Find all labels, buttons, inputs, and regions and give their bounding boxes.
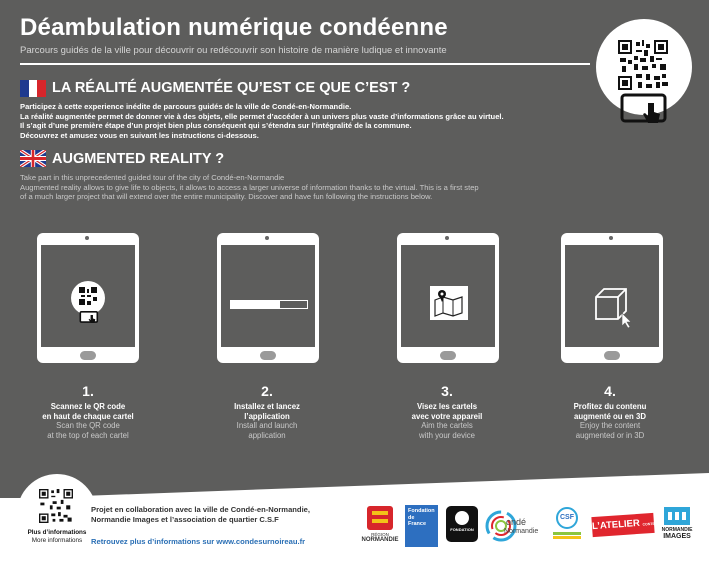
logo-text: IMAGES <box>663 533 691 540</box>
tablet-screen <box>41 245 135 347</box>
fr-heading: LA RÉALITÉ AUGMENTÉE QU’EST CE QUE C’EST ? <box>52 80 411 96</box>
step-number: 3. <box>441 383 453 399</box>
step-en-line: Scan the QR code <box>56 421 120 431</box>
collab-line: Normandie Images et l’association de quartier C.S.F <box>91 515 279 524</box>
map-pin-icon <box>430 286 468 320</box>
step-fr-line: avec votre appareil <box>411 411 483 421</box>
tablet-camera <box>445 236 449 240</box>
step-fr-line: Visez les cartels <box>416 402 478 411</box>
tablet-camera <box>265 236 269 240</box>
region-normandie-logo <box>360 506 400 550</box>
step-4 <box>535 384 685 440</box>
en-line: Take part in this unprecedented guided tour of the city of Condé-en-Normandie <box>20 173 285 182</box>
logo-text: CSF <box>556 507 578 529</box>
step-en-line: augmented or in 3D <box>575 430 645 440</box>
logo-text: RÉGION <box>371 532 389 537</box>
logo-text: Fondation <box>408 508 435 514</box>
en-heading: AUGMENTED REALITY ? <box>52 151 225 167</box>
abbe-pierre-icon <box>455 511 469 525</box>
step-number: 1. <box>82 383 94 399</box>
logo-text: NORMANDIE <box>361 537 399 543</box>
qr-code-icon <box>618 40 668 90</box>
page-subtitle: Parcours guidés de la ville pour découvrir ou redécouvrir son histoire de manière ludique et innovante <box>20 45 447 56</box>
fondation-abbe-pierre-logo <box>446 506 478 542</box>
uk-flag-icon <box>20 150 46 167</box>
tablet-home-button <box>440 351 456 360</box>
step-en-line: Install and launch <box>236 421 298 431</box>
collaboration-text <box>91 505 310 525</box>
logo-text: Normandie <box>504 528 539 535</box>
qr-code-icon <box>79 287 97 305</box>
lions-icon <box>367 506 393 530</box>
step-2 <box>192 384 342 440</box>
tablet-step-2 <box>217 233 319 363</box>
step-en-line: Aim the cartels <box>421 421 473 431</box>
fr-description <box>20 102 620 140</box>
step-number: 4. <box>604 383 616 399</box>
tablet-screen <box>221 245 315 347</box>
install-progress-fill <box>231 301 280 308</box>
logo-text: CONTE <box>642 521 655 527</box>
install-progress-bar <box>230 300 308 309</box>
tablet-camera <box>85 236 89 240</box>
step-en-line: Enjoy the content <box>579 421 641 431</box>
csf-bar <box>553 532 581 535</box>
tablet-step-1 <box>37 233 139 363</box>
logo-text: FONDATION <box>450 527 474 532</box>
logo-text: NORMANDIE <box>661 527 693 533</box>
step-en-line: application <box>248 430 286 440</box>
tablet-camera <box>609 236 613 240</box>
step-fr-line: Installez et lancez <box>234 402 300 411</box>
step-1 <box>13 384 163 440</box>
qr-code-icon <box>39 489 73 523</box>
tablet-screen <box>401 245 495 347</box>
logo-text: ondé <box>506 517 527 527</box>
latelier-logo <box>591 513 654 537</box>
normandie-images-logo <box>661 507 693 545</box>
step-3 <box>372 384 522 440</box>
logo-text: France <box>408 521 427 527</box>
scan-device-icon <box>79 311 99 326</box>
collab-line: Projet en collaboration avec la ville de Condé-en-Normandie, <box>91 505 311 514</box>
fr-line: Découvrez et amusez vous en suivant les instructions ci-dessous. <box>20 130 259 140</box>
cube-3d-icon <box>592 285 636 329</box>
more-info-fr: Plus d’informations <box>27 529 87 536</box>
french-flag-icon <box>20 80 46 97</box>
film-icon <box>664 507 690 525</box>
step-fr-line: Profitez du contenu <box>573 402 647 411</box>
more-info-en: More informations <box>31 536 83 544</box>
step-fr-line: l’application <box>244 411 290 421</box>
logo-text: L’ATELIER <box>591 517 641 533</box>
logo-text: de <box>408 514 415 521</box>
step-en-line: with your device <box>419 430 475 440</box>
title-divider <box>20 63 590 65</box>
tablet-home-button <box>604 351 620 360</box>
fr-line: Il s’agit d’une première étape d’un projet bien plus conséquent qui s’étendra sur l’intégralité de la commune. <box>20 121 412 131</box>
tablet-step-4 <box>561 233 663 363</box>
en-line: Augmented reality allows to give life to objects, it allows to access a larger universe of information thanks to the virtual. This is a first step <box>20 182 479 192</box>
csf-logo <box>553 507 581 543</box>
step-fr-line: Scannez le QR code <box>50 402 126 411</box>
step-number: 2. <box>261 383 273 399</box>
fr-line: Participez à cette experience inédite de parcours guidés de la ville de Condé-en-Normandie. <box>20 102 352 111</box>
tablet-screen <box>565 245 659 347</box>
step-fr-line: augmenté ou en 3D <box>574 411 646 421</box>
website-link[interactable]: Retrouvez plus d’informations sur www.condesurnoireau.fr <box>91 537 306 546</box>
more-info-label <box>13 529 101 544</box>
scan-device-icon <box>620 93 668 131</box>
tablet-home-button <box>260 351 276 360</box>
en-description <box>20 173 580 202</box>
step-en-line: at the top of each cartel <box>47 430 129 440</box>
page-title: Déambulation numérique condéenne <box>20 14 448 41</box>
tablet-step-3 <box>397 233 499 363</box>
conde-en-normandie-logo <box>484 509 546 543</box>
step-fr-line: en haut de chaque cartel <box>42 411 134 421</box>
en-line: of a much larger project that will extend over the entire municipality. Discover and have fun following the instructions below. <box>20 192 433 202</box>
fondation-de-france-logo <box>405 505 438 547</box>
qr-scan-badge <box>71 281 105 315</box>
tablet-home-button <box>80 351 96 360</box>
csf-bar <box>553 536 581 539</box>
fr-line: La réalité augmentée permet de donner vie à des objets, elle permet d’accéder à un univers plus vaste d’informations grâce au virtuel. <box>20 111 504 121</box>
